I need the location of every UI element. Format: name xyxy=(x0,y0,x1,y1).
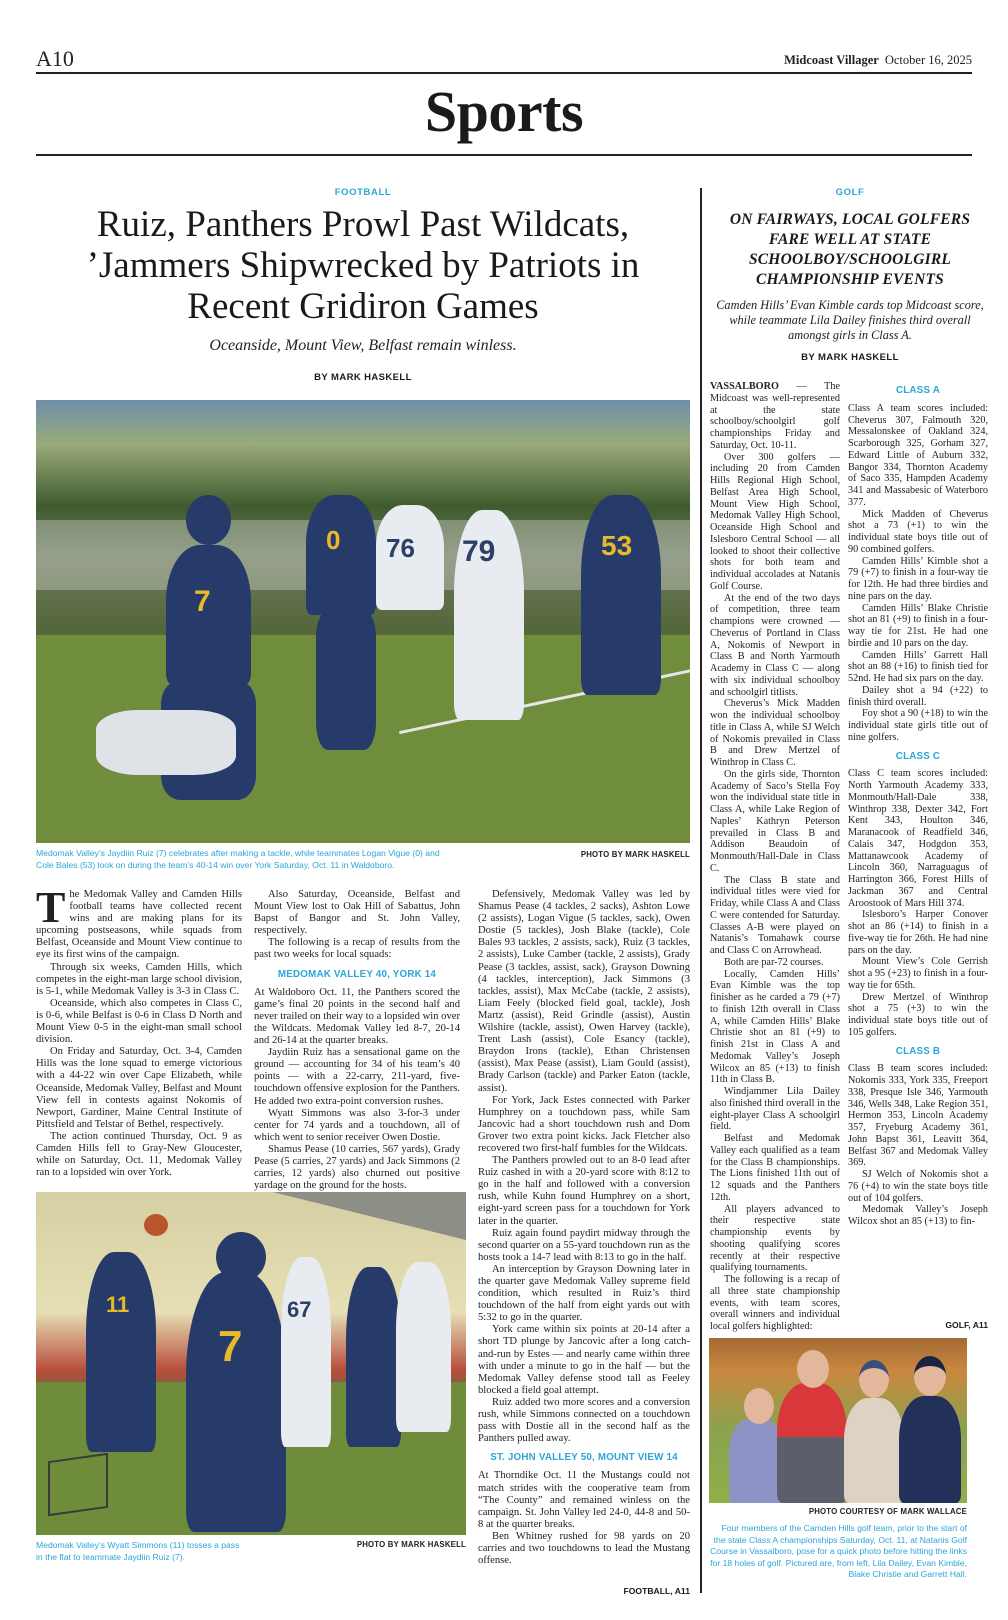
player-vigue: 0 xyxy=(306,495,376,615)
issue-date: October 16, 2025 xyxy=(884,53,972,67)
football-paragraph: An interception by Grayson Downing later in the quarter gave Medomak Valley supreme field condition, which resulted in Ruiz’s third touchdown of the half from eight yards out with 5:32 to go in the quarter. xyxy=(478,1263,690,1324)
golf-paragraph: Drew Mertzel of Winthrop shot a 75 (+3) to win the individual state boys title out of 105 golfers. xyxy=(848,991,988,1038)
lineman xyxy=(346,1267,401,1447)
golf-paragraph: At the end of the two days of competition, three team champions were crowned — Cheverus of Portland in Class A, Nokomis of Newport in Class B and North Yarmouth Academy in Class C — along with six individual schoolboy and schoolgirl titlists. xyxy=(710,592,840,698)
photo3-caption: Four members of the Camden Hills golf team, prior to the start of the state Class A championships Saturday, Oct. 11, at Natanis Golf Course in Vassalboro, pose for a quick photo before hitting the links for 18 holes of golf. Pictured are, from left, Lila Dailey, Evan Kimble, Blake Christie and Garrett Hall. xyxy=(710,1523,967,1579)
football-paragraph: Jaydiin Ruiz has a sensational game on the ground — accounting for 34 of his team’s 40 points — with a 22-carry, 211-yard, five-touchdown offensive explosion for the Panthers. He added two extra-point conversion rushes. xyxy=(254,1047,460,1107)
photo1-caption: Medomak Valley’s Jaydiin Ruiz (7) celebrates after making a tackle, while teammates Logan Vigue (0) and Cole Bales (53) look on during the team’s 40-14 win over York Saturday, Oct. 11 in Waldoboro. xyxy=(36,848,440,870)
football-paragraph: At Waldoboro Oct. 11, the Panthers scored the game’s final 20 points in the second half and never trailed on their way to a lopsided win over the Wildcats. Medomak Valley led 8-7, 20-14 and 26-14 at the quarter breaks. xyxy=(254,986,460,1047)
golf-paragraph: Cheverus’s Mick Madden won the individual schoolboy title in Class A, while SJ Welch of Nokomis prevailed in Class B and Drew Mertzel of Winthrop in Class C. xyxy=(710,698,840,768)
golf-paragraph: Class B team scores included: Nokomis 333, York 335, Freeport 338, Presque Isle 346, Yarmouth 346, Wells 348, Lake Region 351, Hermon 353, Lincoln Academy 357, Fryeburg Academy 361, John Bapst 361, Leavitt 364, Belfast 367 and Medomak Valley 369. xyxy=(848,1063,988,1169)
drop-cap: T xyxy=(36,883,66,932)
york-player-67: 67 xyxy=(281,1257,331,1447)
football-paragraph: Oceanside, which also competes in Class C, is 0-6, while Belfast is 0-6 in Class D North and Mount View 0-5 in the eight-man small school division. xyxy=(36,997,242,1046)
football-paragraph: The following is a recap of results from the past two weeks for local squads: xyxy=(254,937,460,961)
golf-paragraph: Over 300 golfers — including 20 from Camden Hills Regional High School, Belfast Area High School, Mount View High School, Medomak Valley High School, Oceanside High School and Islesboro Central School — all looked to shoot their collective shots for both team and individual accolades at Natanis Golf Course. xyxy=(710,451,840,592)
football-paragraph: The Medomak Valley and Camden Hills football teams have collected recent wins and are making plans for its upcoming postseasons, while squads from Belfast, Oceanside and Mount View continue to eye its first wins of the campaign. xyxy=(36,883,242,961)
photo3-credit: PHOTO COURTESY OF MARK WALLACE xyxy=(808,1507,967,1516)
player-on-ground xyxy=(96,710,236,775)
football-paragraph: York came within six points at 20-14 after a short TD plunge by Jancovic after a long catch-and-run by Estes — and nearly came within three with under a minute to go in the half — but the Medomak Valley defense stood tall as Feeley blocked a field goal attempt. xyxy=(478,1324,690,1396)
golf-paragraph: Dailey shot a 94 (+22) to finish third overall. xyxy=(848,684,988,708)
golf-paragraph: Islesboro’s Harper Conover shot an 86 (+14) to finish in a five-way tie for 26th. He had nine pars on the day. xyxy=(848,909,988,956)
photo2-caption: Medomak Valley’s Wyatt Simmons (11) tosses a pass in the flat to teammate Jaydiin Ruiz (7). xyxy=(36,1540,240,1562)
golf-jump-link[interactable]: GOLF, A11 xyxy=(945,1320,988,1330)
golf-paragraph: Both are par-72 courses. xyxy=(724,956,824,968)
football-paragraph: On Friday and Saturday, Oct. 3-4, Camden Hills was the lone squad to emerge victorious with a 44-22 win over Cape Elizabeth, while Oceanside, Medomak Valley, Belfast and Mount View fell in contests against Nokomis of Newport, Gardiner, Maine Central Institute of Pittsfield and Telstar of Bethel, respectively. xyxy=(36,1046,242,1130)
dateline: VASSALBORO xyxy=(710,381,779,392)
football-paragraph: Ruiz again found paydirt midway through the second quarter on a 55-yard touchdown run as the hosts took a 14-7 lead with 8:13 to go in the half. xyxy=(478,1227,690,1263)
section-title: Sports xyxy=(424,79,584,144)
golf-paragraph: Camden Hills’ Kimble shot a 79 (+7) to finish in a four-way tie for 12th. He had three birdies and nine pars on the day. xyxy=(848,555,988,602)
football-column-2 xyxy=(254,889,460,1192)
golfer-blake-christie xyxy=(844,1398,904,1503)
masthead-rule-bottom xyxy=(36,154,972,156)
golf-paragraph: SJ Welch of Nokomis shot a 76 (+4) to win the state boys title out of 104 golfers. xyxy=(848,1169,988,1204)
golf-paragraph: All players advanced to their respective state championship events by shooting qualifying scores recently at their respective qualifying tournaments. xyxy=(710,1203,840,1274)
face xyxy=(797,1350,829,1388)
football-paragraph: The action continued Thursday, Oct. 9 as Camden Hills fell to Gray-New Gloucester, while on Saturday, Oct. 11, Medomak Valley ran to a lopsided win over York. xyxy=(36,1130,242,1179)
football-column-3 xyxy=(478,889,690,1567)
helmet xyxy=(216,1232,266,1282)
football-headline: Ruiz, Panthers Prowl Past Wildcats, ’Jammers Shipwrecked by Patriots in Recent Gridiron Games xyxy=(86,204,640,327)
subhead-class-a: CLASS A xyxy=(895,385,941,396)
masthead-rule-top xyxy=(36,72,972,74)
football-kicker: FOOTBALL xyxy=(334,187,392,198)
subhead-class-b: CLASS B xyxy=(895,1045,941,1057)
page-number: A10 xyxy=(36,46,74,71)
face xyxy=(744,1388,774,1424)
golf-paragraph: The following is a recap of all three state championship events, with team scores, overall winners and individual local golfers highlighted: xyxy=(710,1274,840,1332)
golf-paragraph: Belfast and Medomak Valley each qualified as a team for the Class B championships. The Lions finished 11th out of 12 squads and the Panthers 12th. xyxy=(710,1133,840,1203)
game-subhead-sjv-mount-view: ST. JOHN VALLEY 50, MOUNT VIEW 14 xyxy=(490,1452,678,1464)
player-simmons: 11 xyxy=(86,1252,156,1452)
golf-paragraph: Camden Hills’ Blake Christie shot an 81 (+9) to finish in a four-way tie for 21st. He had one birdie and 10 pars on the day. xyxy=(848,602,988,649)
golf-paragraph: Mick Madden of Cheverus shot a 73 (+1) to win the individual state boys title out of 90 combined golfers. xyxy=(848,508,988,555)
golf-column-2 xyxy=(848,385,988,1228)
golf-paragraph: Foy shot a 90 (+18) to win the individual state girls title out of nine golfers. xyxy=(848,708,988,743)
football-ball xyxy=(144,1214,168,1236)
football-paragraph: At Thorndike Oct. 11 the Mustangs could not match strides with the cooperative team from “The County” and remained winless on the campaign. St. John Valley led 24-0, 44-8 and 50-8 at the quarter breaks. xyxy=(478,1470,690,1530)
golf-column-1 xyxy=(710,381,840,1333)
golf-paragraph: Windjammer Lila Dailey also finished third overall in the eight-player Class A schoolgirl field. xyxy=(710,1086,840,1133)
football-paragraph: Also Saturday, Oceanside, Belfast and Mount View lost to Oak Hill of Sabattus, John Bapst of Bangor and St. John Valley, respectively. xyxy=(254,889,460,937)
golf-deck: Camden Hills’ Evan Kimble cards top Midcoast score, while teammate Lila Dailey finishes third overall amongst girls in Class A. xyxy=(716,298,984,342)
publication-dateline xyxy=(784,53,972,68)
football-paragraph: Ben Whitney rushed for 98 yards on 20 carries and two touchdowns to lead the Mustang offense. xyxy=(478,1530,690,1567)
golfer-evan-kimble xyxy=(777,1383,847,1503)
golfer-garrett-hall xyxy=(899,1396,961,1503)
golfer-lila-dailey xyxy=(729,1418,784,1503)
golf-kicker: GOLF xyxy=(835,187,865,198)
golf-paragraph: Mount View’s Cole Gerrish shot a 95 (+23) to finish in a four-way tie for 65th. xyxy=(848,956,988,991)
publication-name: Midcoast Villager xyxy=(784,53,879,67)
face-with-beanie xyxy=(914,1356,946,1396)
golf-paragraph: Locally, Camden Hills’ Evan Kimble was the top finisher as he carded a 79 (+7) to finish 12th overall in Class A, while Camden Hills’ Blake Christie shot an 81 (+9) to finish 21st in Class A and Medomak Valley’s Joseph Wilcox an 85 (+13) to finish 11th in Class B. xyxy=(710,968,840,1086)
game-subhead-medomak-york: MEDOMAK VALLEY 40, YORK 14 xyxy=(277,968,437,980)
player-ruiz: 7 xyxy=(186,1272,286,1532)
golf-team-photo xyxy=(709,1338,967,1503)
york-player-76: 76 xyxy=(376,505,444,610)
golf-byline: BY MARK HASKELL xyxy=(801,352,899,363)
football-paragraph: Shamus Pease (10 carries, 567 yards), Grady Pease (5 carries, 27 yards) and Jack Simmons (2 carries, 12 yards) also churned out positive yardage on the ground for the hosts. xyxy=(254,1143,460,1192)
helmet xyxy=(186,495,231,545)
football-byline: BY MARK HASKELL xyxy=(314,372,412,383)
golf-paragraph: On the girls side, Thornton Academy of Saco’s Stella Foy won the individual state title in Class A, while Lake Region of Naples’ Kathryn Peterson prevailed in Class B and Addison Beaudoin of Monmouth/Hall-Dale in Class C. xyxy=(710,768,840,874)
golf-paragraph: The Class B state and individual titles were vied for Friday, while Class A and Class C were contended for Saturday. Classes A-B were played on Natanis’s Tomahawk course and Class C on Arrowhead. xyxy=(710,874,840,956)
football-column-1 xyxy=(36,883,242,1179)
golf-paragraph: Class C team scores included: North Yarmouth Academy 333, Monmouth/Hall-Dale 338, Winthrop 338, Dexter 342, Fort Kent 343, Houlton 346, Maranacook of Readfield 346, Calais 347, Hodgdon 353, Mattanawcook Academy of Lincoln 360, Narraguagus of Harrington 366, Forest Hills of Jackman 367 and Central Aroostook of Mars Hill 374. xyxy=(848,768,988,909)
york-lineman xyxy=(396,1262,451,1432)
photo2-credit: PHOTO BY MARK HASKELL xyxy=(356,1540,466,1549)
football-photo-pass xyxy=(36,1192,466,1535)
photo1-credit: PHOTO BY MARK HASKELL xyxy=(580,850,690,859)
player-legs xyxy=(316,610,376,750)
football-paragraph: Defensively, Medomak Valley was led by Shamus Pease (4 tackles, 2 sacks), Ashton Lowe (2 assists), Logan Vigue (5 tackles, sack), Owen Dostie (5 tackles), Josh Blake (tackle), Cole Bales 93 tackles, 2 assists, sack), Ruiz (3 tackles, 2 assists), Luke Camber (tackle, 2 assists), Grady Pease (3 tackles, assist, sack), Grayson Downing (4 tackles, interception), Jack Simmons (3 tackles, assist), Max McCabe (tackle, 2 assists), Liam Feely (blocked field goal, tackle), Josh Martz (assist), Reid Grindle (assist), Austin Wilshire (tackle, assist), Owen Harvey (tackle), Trent Lash (assist), Cole Esancy (tackle), Braydon Irons (tackle), Ethan Christensen (assist), Max Pease (assist), Liam Gould (assist), Brady Carlson (tackle) and Parker Eaton (tackle, assist). xyxy=(478,889,690,1094)
face-with-cap xyxy=(859,1360,889,1398)
football-paragraph: Ruiz added two more scores and a conversion rush, while Simmons connected on a touchdown pass with Dostie all in the second half as the Panthers pulled away. xyxy=(478,1396,690,1445)
football-paragraph: The Panthers prowled out to an 8-0 lead after Ruiz cashed in with a 20-yard score with 8:12 to go in the half and followed with a conversion rush, while Kuhn found Humphrey on a short, eight-yard screen pass for a touchdown for York later in the quarter. xyxy=(478,1155,690,1227)
football-paragraph: For York, Jack Estes connected with Parker Humphrey on a touchdown pass, while Sam Jancovic had a short touchdown rush and Dom Grover two extra point kicks. Jack Fletcher also recovered two first-half fumbles for the Wildcats. xyxy=(478,1094,690,1154)
column-divider xyxy=(700,188,702,1593)
football-paragraph: Wyatt Simmons was also 3-for-3 under center for 74 yards and a touchdown, all of which went to senior receiver Owen Dostie. xyxy=(254,1107,460,1143)
player-bales: 53 xyxy=(581,495,661,695)
football-photo-celebration xyxy=(36,400,690,843)
golf-paragraph: Camden Hills’ Garrett Hall shot an 88 (+16) to finish tied for 52nd. He had six pars on the day. xyxy=(848,649,988,684)
football-jump-link[interactable]: FOOTBALL, A11 xyxy=(623,1586,690,1596)
golf-paragraph: Medomak Valley’s Joseph Wilcox shot an 85 (+13) to fin- xyxy=(848,1204,988,1227)
player-ruiz: 7 xyxy=(166,545,251,685)
subhead-class-c: CLASS C xyxy=(895,750,941,762)
football-deck: Oceanside, Mount View, Belfast remain winless. xyxy=(209,337,517,354)
football-paragraph: Through six weeks, Camden Hills, which competes in the eight-man large school division, is 5-1, while Medomak Valley is 3-3 in Class C. xyxy=(36,961,242,997)
newspaper-logo-icon xyxy=(48,1453,108,1516)
golf-paragraph: VASSALBORO — The Midcoast was well-represented at the state schoolboy/schoolgirl golf championships Friday and Saturday, Oct. 10-11. xyxy=(710,381,840,451)
york-player-79: 79 xyxy=(454,510,524,720)
golf-headline: ON FAIRWAYS, LOCAL GOLFERS FARE WELL AT STATE SCHOOLBOY/SCHOOLGIRL CHAMPIONSHIP EVENTS xyxy=(729,211,971,288)
golf-paragraph: Class A team scores included: Cheverus 307, Falmouth 320, Messalonskee of Oakland 324, Scarborough 325, Gorham 327, Edward Little of Auburn 332, Bangor 334, Thornton Academy of Saco 335, Hampden Academy 341 and Massabesic of Waterboro 377. xyxy=(848,402,988,508)
